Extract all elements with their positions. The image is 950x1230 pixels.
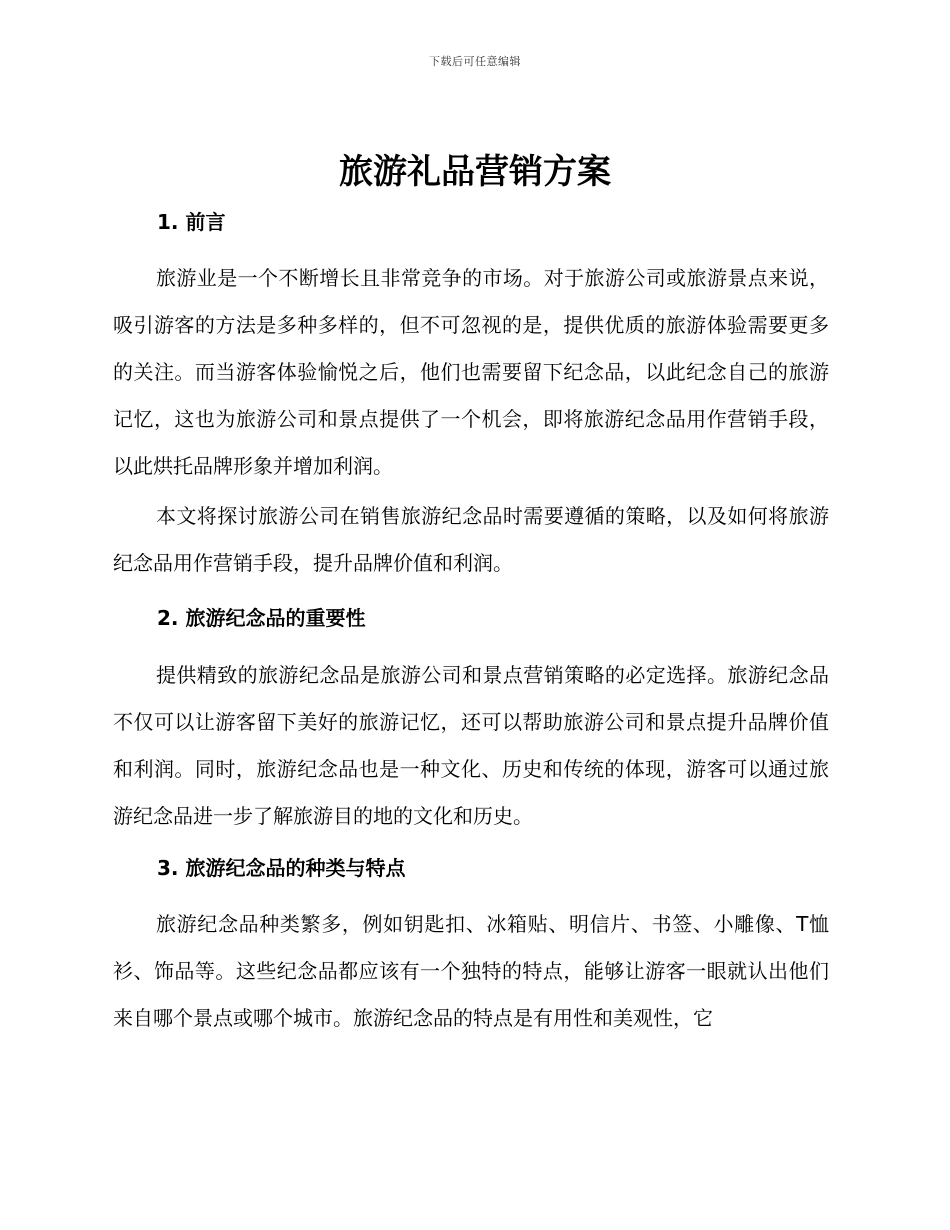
section-heading-preface: 1. 前言 <box>157 210 226 234</box>
section-heading-importance: 2. 旅游纪念品的重要性 <box>157 606 366 630</box>
paragraph-types-1: 旅游纪念品种类繁多，例如钥匙扣、冰箱贴、明信片、书签、小雕像、T恤衫、饰品等。这些纪念品都应该有一个独特的特点，能够让游客一眼就认出他们来自哪个景点或哪个城市。旅游纪念品的特点是有用性和美观性，它 <box>113 912 829 1030</box>
section-heading-types: 3. 旅游纪念品的种类与特点 <box>157 856 406 880</box>
paragraph-preface-2: 本文将探讨旅游公司在销售旅游纪念品时需要遵循的策略，以及如何将旅游纪念品用作营销手段，提升品牌价值和利润。 <box>113 504 829 575</box>
paragraph-importance-1: 提供精致的旅游纪念品是旅游公司和景点营销策略的必定选择。旅游纪念品不仅可以让游客留下美好的旅游记忆，还可以帮助旅游公司和景点提升品牌价值和利润。同时，旅游纪念品也是一种文化、历史和传统的体现，游客可以通过旅游纪念品进一步了解旅游目的地的文化和历史。 <box>113 663 829 828</box>
page-header-note: 下载后可任意编辑 <box>429 55 521 68</box>
paragraph-preface-1: 旅游业是一个不断增长且非常竞争的市场。对于旅游公司或旅游景点来说，吸引游客的方法是多种多样的，但不可忽视的是，提供优质的旅游体验需要更多的关注。而当游客体验愉悦之后，他们也需要留下纪念品，以此纪念自己的旅游记忆，这也为旅游公司和景点提供了一个机会，即将旅游纪念品用作营销手段，以此烘托品牌形象并增加利润。 <box>113 266 829 478</box>
document-title: 旅游礼品营销方案 <box>339 152 611 192</box>
